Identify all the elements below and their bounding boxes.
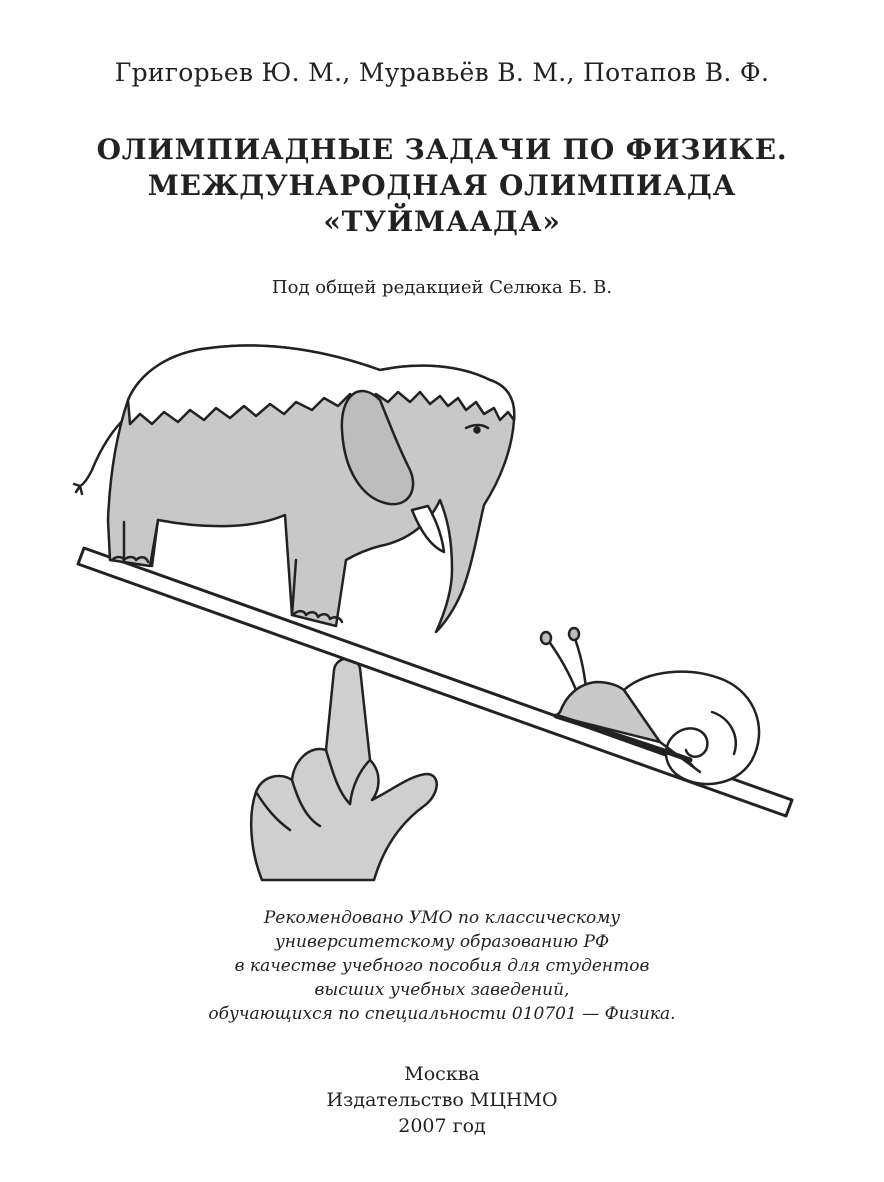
recommendation-line: Рекомендовано УМО по классическому (263, 908, 621, 928)
title-line: МЕЖДУНАРОДНАЯ ОЛИМПИАДА (147, 169, 737, 202)
pointing-finger-icon (251, 658, 437, 880)
imprint-city: Москва (404, 1063, 480, 1085)
recommendation-note (0, 906, 884, 1026)
authors: Григорьев Ю. М., Муравьёв В. М., Потапов В. Ф. (114, 58, 770, 87)
title-line: «ТУЙМААДА» (323, 205, 561, 238)
recommendation-line: в качестве учебного пособия для студентов (234, 956, 650, 976)
recommendation-line: обучающихся по специальности 010701 — Физика. (208, 1004, 676, 1024)
recommendation-line: высших учебных заведений, (314, 980, 570, 1000)
mammoth-icon (74, 345, 514, 632)
imprint (0, 1061, 884, 1139)
recommendation-line: университетскому образованию РФ (274, 932, 610, 952)
imprint-year: 2007 год (398, 1115, 486, 1137)
title-line: ОЛИМПИАДНЫЕ ЗАДАЧИ ПО ФИЗИКЕ. (96, 133, 788, 166)
imprint-publisher: Издательство МЦНМО (326, 1089, 558, 1111)
editor-credit: Под общей редакцией Селюка Б. В. (271, 277, 613, 298)
